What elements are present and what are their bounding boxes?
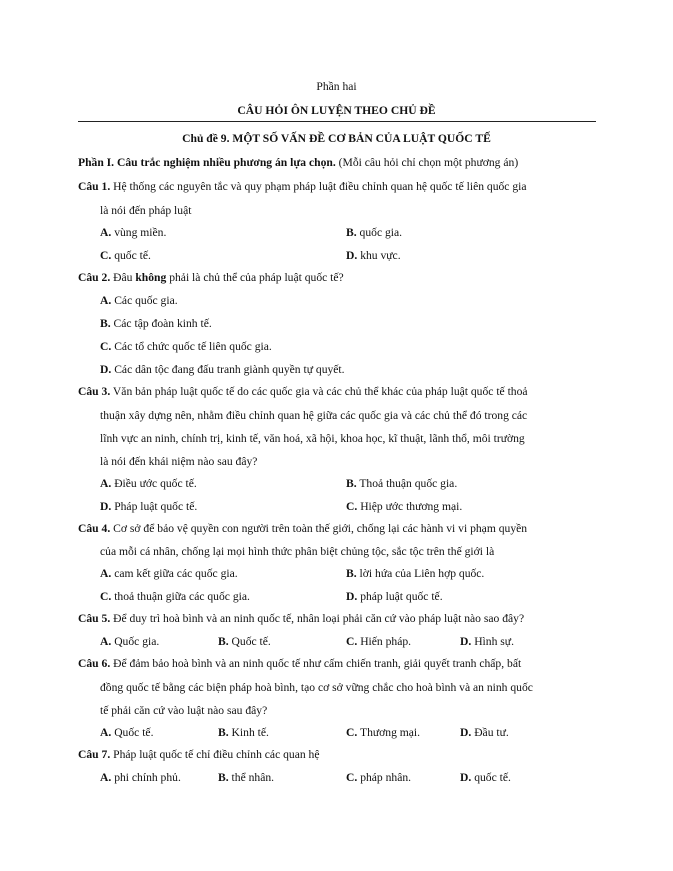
option-b: B. Các tập đoàn kinh tế. xyxy=(100,317,212,330)
question-number: Câu 2. xyxy=(78,271,111,284)
option-a: A. cam kết giữa các quốc gia. xyxy=(100,567,238,580)
question-4-line-2: của mỗi cá nhân, chống lại mọi hình thức phân biệt chủng tộc, sắc tộc trên thế giới là xyxy=(100,545,495,558)
option-c: C. Thương mại. xyxy=(346,726,421,739)
question-6-line-1: Câu 6. Để đảm bảo hoà bình và an ninh quốc tế như cấm chiến tranh, giải quyết tranh chấp, bất xyxy=(78,657,522,670)
emphasis-word: không xyxy=(135,271,167,284)
option-c: C. quốc tế. xyxy=(100,249,151,262)
question-7-line-1: Câu 7. Pháp luật quốc tế chỉ điều chỉnh các quan hệ xyxy=(78,748,320,761)
question-number: Câu 7. xyxy=(78,748,111,761)
option-d: D. Các dân tộc đang đấu tranh giành quyền tự quyết. xyxy=(100,363,345,376)
option-b: B. lời hứa của Liên hợp quốc. xyxy=(346,567,485,580)
question-text: Hệ thống các nguyên tắc và quy phạm pháp luật điều chỉnh quan hệ quốc tế liên quốc gia xyxy=(113,180,527,193)
topic-title: Chủ đề 9. MỘT SỐ VẤN ĐỀ CƠ BẢN CỦA LUẬT QUỐC TẾ xyxy=(182,132,491,145)
question-number: Câu 6. xyxy=(78,657,111,670)
option-a: A. Quốc gia. xyxy=(100,635,160,648)
part-heading: Phần hai xyxy=(316,80,357,93)
option-b: B. Thoả thuận quốc gia. xyxy=(346,477,458,490)
part1-title: Phần I. Câu trắc nghiệm nhiều phương án lựa chọn. xyxy=(78,156,336,169)
question-4-line-1: Câu 4. Cơ sở để bảo vệ quyền con người trên toàn thế giới, chống lại các hành vi vi phạm quyền xyxy=(78,522,528,535)
question-number: Câu 5. xyxy=(78,612,111,625)
question-6-line-2: đồng quốc tế bằng các biện pháp hoà bình, tạo cơ sở vững chắc cho hoà bình và an ninh quốc xyxy=(100,681,533,694)
part1-note: (Mỗi câu hỏi chỉ chọn một phương án) xyxy=(338,156,519,169)
option-c: C. thoả thuận giữa các quốc gia. xyxy=(100,590,250,603)
question-6-line-3: tế phải căn cứ vào luật nào sau đây? xyxy=(100,704,268,717)
option-d: D. Pháp luật quốc tế. xyxy=(100,500,198,513)
question-number: Câu 3. xyxy=(78,385,111,398)
question-number: Câu 4. xyxy=(78,522,111,535)
option-d: D. khu vực. xyxy=(346,249,401,262)
question-1-line-1 xyxy=(78,180,527,194)
option-d: D. pháp luật quốc tế. xyxy=(346,590,443,603)
question-5-line-1: Câu 5. Để duy trì hoà bình và an ninh quốc tế, nhân loại phải căn cứ vào pháp luật nào sao đây? xyxy=(78,612,525,625)
question-number: Câu 1. xyxy=(78,180,111,193)
option-a: A. phi chính phủ. xyxy=(100,771,181,784)
option-d: D. quốc tế. xyxy=(460,771,511,784)
question-1-line-2: là nói đến pháp luật xyxy=(100,204,192,217)
option-c: C. Hiến pháp. xyxy=(346,635,412,648)
option-b: B. Kinh tế. xyxy=(218,726,269,739)
option-d: D. Đầu tư. xyxy=(460,726,509,739)
option-c: C. Các tổ chức quốc tế liên quốc gia. xyxy=(100,340,272,353)
section-title: CÂU HỎI ÔN LUYỆN THEO CHỦ ĐỀ xyxy=(237,104,436,117)
part1-heading xyxy=(78,156,518,170)
question-3-line-2: thuận xây dựng nên, nhằm điều chỉnh quan hệ giữa các quốc gia và các chủ thể đó trong các xyxy=(100,409,528,422)
option-a: A. Điều ước quốc tế. xyxy=(100,477,197,490)
option-d: D. Hình sự. xyxy=(460,635,514,648)
option-b: B. quốc gia. xyxy=(346,226,403,239)
option-a: A. Quốc tế. xyxy=(100,726,154,739)
option-a: A. vùng miền. xyxy=(100,226,167,239)
option-b: B. thể nhân. xyxy=(218,771,275,784)
question-3-line-4: là nói đến khái niệm nào sau đây? xyxy=(100,455,258,468)
option-c: C. Hiệp ước thương mại. xyxy=(346,500,463,513)
title-divider xyxy=(78,121,596,122)
question-3-line-1: Câu 3. Văn bản pháp luật quốc tế do các quốc gia và các chủ thể khác của pháp luật quốc tế thoả xyxy=(78,385,528,398)
option-a: A. Các quốc gia. xyxy=(100,294,178,307)
question-3-line-3: lĩnh vực an ninh, chính trị, kinh tế, văn hoá, xã hội, khoa học, kĩ thuật, lãnh thổ, môi trường xyxy=(100,432,525,445)
option-b: B. Quốc tế. xyxy=(218,635,271,648)
question-2-line-1: Câu 2. Đâu không phải là chủ thể của pháp luật quốc tế? xyxy=(78,271,344,284)
option-c: C. pháp nhân. xyxy=(346,771,412,784)
